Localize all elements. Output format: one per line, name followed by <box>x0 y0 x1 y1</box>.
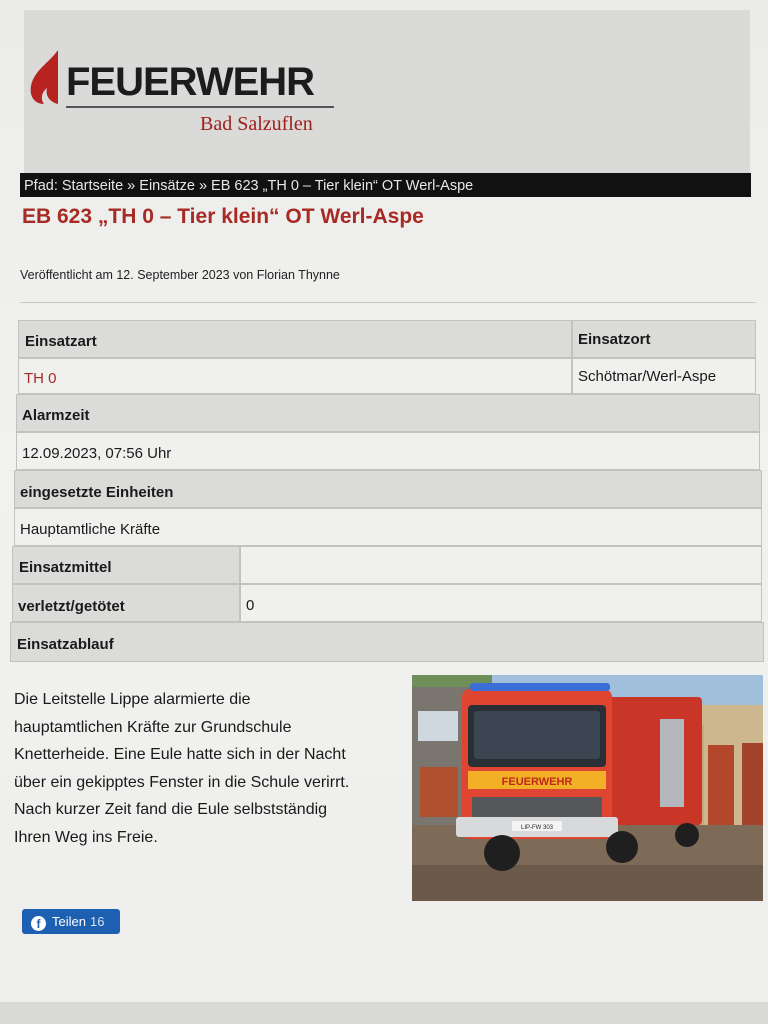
breadcrumb <box>20 173 751 197</box>
einsatzort-header-cell <box>572 320 756 358</box>
verletzt-value: 0 <box>246 597 255 614</box>
einsatzablauf-label: Einsatzablauf <box>17 636 114 653</box>
logo-title[interactable]: FEUERWEHR <box>66 60 315 104</box>
breadcrumb-prefix: Pfad: <box>24 178 58 194</box>
einsatzmittel-value-cell <box>240 546 762 584</box>
share-count: 16 <box>89 914 105 929</box>
verletzt-label: verletzt/getötet <box>18 598 125 615</box>
einsatzmittel-label: Einsatzmittel <box>19 559 112 576</box>
einsatzort-label: Einsatzort <box>578 331 651 348</box>
einsatzart-value[interactable]: TH 0 <box>24 370 57 387</box>
page-title: EB 623 „TH 0 – Tier klein“ OT Werl-Aspe <box>22 205 424 228</box>
einsatzablauf-header-cell <box>10 622 764 662</box>
report-line: Knetterheide. Eine Eule hatte sich in der Nacht <box>14 746 346 763</box>
einheiten-value: Hauptamtliche Kräfte <box>20 521 161 538</box>
einsatzart-header-cell <box>18 320 572 358</box>
facebook-icon: f <box>31 916 46 931</box>
breadcrumb-link-einsaetze[interactable]: Einsätze <box>139 178 195 194</box>
verletzt-value-cell <box>240 584 762 622</box>
divider <box>20 302 756 303</box>
published-info: Veröffentlicht am 12. September 2023 von Florian Thynne <box>20 268 340 282</box>
einsatzart-value-cell <box>18 358 572 394</box>
einsatzmittel-label-cell <box>12 546 240 584</box>
logo-subtitle: Bad Salzuflen <box>200 113 313 135</box>
truck-text: FEUERWEHR <box>501 776 573 788</box>
einheiten-header-cell <box>14 470 762 508</box>
report-line: hauptamtlichen Kräfte zur Grundschule <box>14 718 292 736</box>
breadcrumb-link-home[interactable]: Startseite <box>61 178 124 194</box>
verletzt-label-cell <box>12 584 240 622</box>
breadcrumb-separator: » <box>198 178 208 194</box>
einsatzort-value-cell <box>572 358 756 394</box>
page-bottom-edge <box>0 1002 768 1024</box>
alarmzeit-label: Alarmzeit <box>22 407 90 424</box>
flame-logo-icon <box>28 48 64 106</box>
breadcrumb-current: EB 623 „TH 0 – Tier klein“ OT Werl-Aspe <box>211 178 474 194</box>
fire-truck-photo[interactable] <box>412 675 763 901</box>
logo-underline <box>66 106 334 108</box>
share-button[interactable] <box>22 909 120 934</box>
einsatzort-value: Schötmar/Werl-Aspe <box>578 368 717 385</box>
report-line: über ein gekipptes Fenster in die Schule verirrt. <box>14 773 350 791</box>
report-line: Nach kurzer Zeit fand die Eule selbstständig <box>14 801 328 818</box>
share-label: Teilen <box>52 914 86 929</box>
report-line: Ihren Weg ins Freie. <box>14 828 158 846</box>
alarmzeit-value-cell <box>16 432 760 470</box>
alarmzeit-value: 12.09.2023, 07:56 Uhr <box>22 445 172 462</box>
fire-truck-illustration <box>412 675 763 901</box>
license-plate: LIP-FW 303 <box>520 825 554 831</box>
alarmzeit-header-cell <box>16 394 760 432</box>
report-text <box>14 686 394 851</box>
einsatzart-label: Einsatzart <box>25 333 97 350</box>
einheiten-label: eingesetzte Einheiten <box>20 484 174 501</box>
einheiten-value-cell <box>14 508 762 546</box>
breadcrumb-separator: » <box>127 178 136 194</box>
report-line: Die Leitstelle Lippe alarmierte die <box>14 691 251 708</box>
